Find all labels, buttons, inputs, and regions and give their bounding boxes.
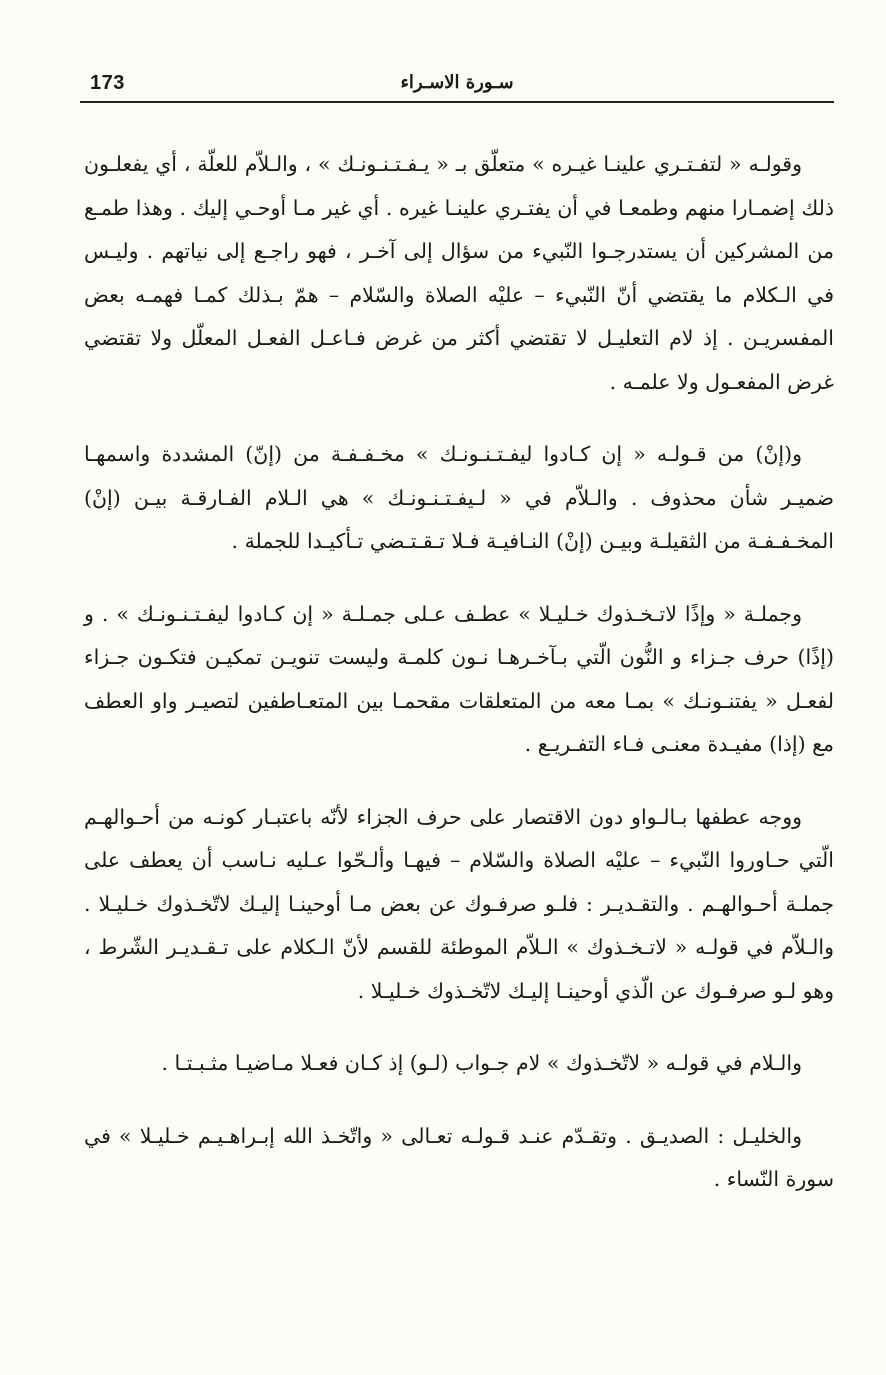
paragraph: والخليـل : الصديـق . وتقـدّم عنـد قـولـه تعـالى « واتّخـذ الله إبـراهـيـم خـليـلا » في سورة النّساء . xyxy=(84,1123,834,1191)
paragraph: ووجه عطفها بـالـواو دون الاقتصار على حرف الجزاء لأنّه باعتبـار كونـه من أحـوالهـم الّتي حـاوروا النّبيء – عليْه الصلاة والسّلام – فيهـا وألـحّوا عـليه نـاسب أن يعطف على جملـة أحـوالهـم . والتقـديـر : فلـو صرفـوك عن بعض مـا أوحينـا إليـك لاتّخـذوك خـليـلا . والـلاّم في قولـه « لاتـخـذوك » الـلاّم الموطئة للقسم لأنّ الـكلام على تـقـديـر الشّرط ، وهو لـو صرفـوك عن الّذي أوحينـا إليـك لاتّخـذوك خـليـلا . xyxy=(84,804,834,1003)
header-rule xyxy=(80,101,834,103)
paragraph: والـلام في قولـه « لاتّخـذوك » لام جـواب (لـو) إذ كـان فعـلا مـاضيـا مثـبـتـا . xyxy=(161,1051,802,1075)
paragraph: وجملـة « وإذًا لاتـخـذوك خـليـلا » عطـف عـلى جمـلـة « إن كـادوا ليفـتـنـونـك » . و (إذًا) حرف جـزاء و النُّون الّتي بـآخـرهـا نـون كلمـة وليست تنويـن تمكيـن فتكـون جـزاء لفعـل « يفتنـونـك » بمـا معه من المتعلقات مقحمـا بين المتعـاطفين لتصيـر واو العطف مع (إذا) مفيـدة معنـى فـاء التفـريـع . xyxy=(84,601,834,756)
running-title: سـورة الاسـراء xyxy=(400,72,514,93)
page-header xyxy=(80,70,834,100)
page-number: 173 xyxy=(90,72,125,94)
paragraph: وقولـه « لتفـتـري علينـا غيـره » متعلّق بـ « يـفـتـنـونـك » ، والـلاّم للعلّة ، أي يفعلـون ذلك إضمـارا منهم وطمعـا في أن يفتـري علينـا غيره . أي غير مـا أوحـي إليك . وهذا طمـع من المشركين أن يستدرجـوا النّبيء من سؤال إلى آخـر ، فهو راجـع إلى نياتهم . وليـس في الـكلام ما يقتضي أنّ النّبيء – عليْه الصلاة والسّلام – همّ بـذلك كمـا فهمـه بعض المفسريـن . إذ لام التعليـل لا تقتضي أكثر من غرض فـاعـل الفعـل المعلّل ولا تقتضي غرض المفعـول ولا علمـه . xyxy=(84,152,834,394)
paragraph: و(إنْ) من قـولـه « إن كـادوا ليفـتـنـونـك » مخـفـفـة من (إنّ) المشددة واسمهـا ضميـر شأن محذوف . والـلاّم في « لـيفـتـنـونـك » هي الـلام الفـارقـة بيـن (إنْ) المخـفـفـة من الثقيلـة وبيـن (إنْ) النـافيـة فـلا تـقـتـضي تـأكيـدا للجملة . xyxy=(84,442,834,553)
page-body xyxy=(84,143,834,1202)
